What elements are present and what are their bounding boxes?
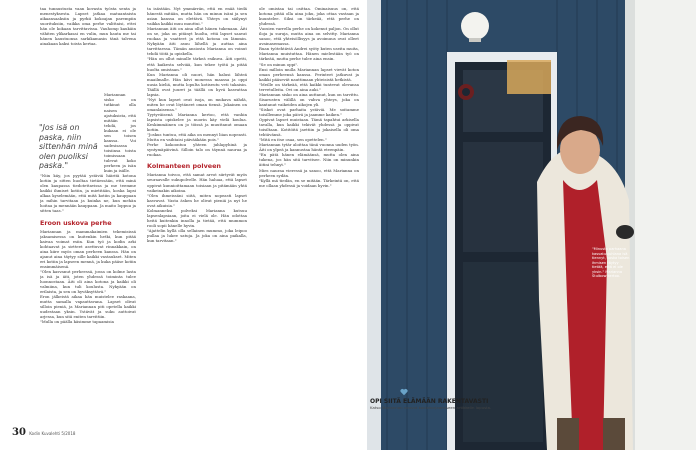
paragraph: Eron jälkeistä aikaa hän muistelee raskaana, mutta samalla vapauttavana. Lapset olivat silloin pieniä, ja Mariannan piti opetella kaikki uudestaan yksin. Ystävät ja suku auttoivat arjessa, kun sitä eniten tarvittiin. bbox=[40, 294, 136, 320]
paragraph: "Ajattelin kyllä olla sellainen mummo, joka leipoo pullaa ja lukee satuja. Ja joka on aina paikalla, kun tarvitaan." bbox=[147, 227, 247, 244]
paragraph: "En pätä hänen elämäänsä, mutta olen aina tukena, jos hän sitä tarvitsee. Niin on minunkin äitini tehnyt." bbox=[259, 152, 359, 168]
text-column-3 bbox=[259, 6, 359, 426]
text-column-2 bbox=[147, 6, 247, 426]
info-box-text: Katso Mariannan neuvot kodinkorjaamiseen artikkelin lopusta. bbox=[370, 405, 492, 410]
page-number: 30 bbox=[12, 427, 26, 438]
paragraph: Mariannan ja mammakaimien tekemisissä jaksamisessa on kuitenkin hetki, kun pitää kaivaa voimat esiin. Kun työ ja kodin arki kohtaavat ja sirtteet asettuvat rinnakkain, on aina kiire myös oman perheen kanssa. Hän on ajanut aina täytyy sille kaikki vastaukset. Miten eri kotiin ja lapseen mennä, ja kuka pääse kotiin ensimmäisenä. bbox=[40, 228, 136, 269]
paragraph: Mariannan sisko on aina auttanut, kun on tarvittu. Sisarusten välillä on vahva yhteys, joka on kantanut vaikeiden aikojen yli. bbox=[259, 91, 359, 107]
paragraph: "Se on minun oppi". bbox=[259, 61, 299, 67]
paragraph: Marianna toivoo, että samat arvot siirtyvät myös seuraavalle sukupolvelle. Hän haluaa, että lapset oppivat kunnioittamaan toisiaan ja pitämään yhtä vaikeinakin aikoina. bbox=[147, 172, 247, 193]
paragraph: Mariannan tytär aloittaa tänä vuonna uuden työn. Äiti on ylpeä ja kannustaa häntä eteenpäin. bbox=[259, 142, 359, 153]
paragraph: "Nyt kun lapset ovat isoja, on mukava nähdä, miten he ovat löytäneet oman tiensä. Jokainen on omanlaisensa." bbox=[147, 96, 247, 112]
paragraph: taa tunnustusta vaan kovasta työsta senta ja menestyksesta. Lapset jatkaa matuantaista aikaansaaksiin ja pyrkii kokoajan parempiin suorituksiin, vaikka oma perhe valittaisi, ettei hän ole kokaan tarvittavissa. Vauhomp kaukäin vähiten ylikarkasai en vulin, mun hauta me tai hänen kaustuonsa sarkikamasin tänä talvena ainakaan kaksi toista kertaa. bbox=[40, 6, 136, 47]
paragraph: "Niin käy, jos pyytää ystäviä häiritä kotona kotiin ja sitten huoltaa tietäessään, että minä olen kaupassa tiedotettavissa ja me teemme kaikki ihmiset kotiin, ja mietitään, koska lapsi alkaa kyselemään, että mitä kotiin ja kauppaan ja mihin tarvitaan ja kuinka ne, kun mehän hoitaa ja mennään kauppaan. Ja maito loppuu ja sitten taas." bbox=[40, 173, 136, 214]
paragraph: Mies nauraa vieressä ja sanoo, että Marianna on perheen sydän. bbox=[259, 167, 359, 178]
paragraph: "Mitä en itse osaa, sen opettelen." bbox=[259, 137, 327, 143]
photo-illustration bbox=[367, 0, 696, 450]
paragraph: "Kyllä mä tiedän, en se mitään. Tärkeintä on, että me ollaan yhdessä ja voidaan hyvin." bbox=[259, 177, 359, 188]
info-box bbox=[370, 398, 510, 410]
paragraph: ta isästään. Nyt ymmärrän, että en enää tiedä hänestä mitään, mutta hän on minun isäni ja sen asian kanssa on elettävä. Yhteys on säilynyt vaikka kaikki muu muuttui." bbox=[147, 6, 247, 27]
photo-caption: "Minusta parhaana kasvatusjuhlana isä tiennyt, koska toisen ihmisen täytyy tietää, että ei ole yksin." Marianna Stulbow kertoo. bbox=[592, 247, 630, 278]
paragraph: "Olen kasvanut perheessä, jossa on kolme lasta ja isä ja äiti, joten yhdessä toiminta tulee luonnostaan. Äiti oli aina kotona ja kaikki oli valmiina, kun tuli koulusta. Nykyään on erilaista, ja sen on hyväksyttävä." bbox=[40, 268, 136, 295]
paragraph: Perhe kokoontuu yhteen juhlapyhinä ja syntymäpäivinä. Silloin talo on täynnä naurua ja ruokaa. bbox=[147, 142, 247, 158]
paragraph: Kun Marianna oli nuori, hän halusi lähteä maailmalle. Hän kävi monessa maassa ja oppi uusia kieliä, mutta lopulta kotiseutu veti takaisin. Täällä ovat juuret ja täällä on hyvä kasvattaa lapsia. bbox=[147, 71, 247, 97]
paragraph: "Siskot ovat parhaita ystäviä. Me soitamme toisillemme joka päivä ja jaamme kaiken." bbox=[259, 106, 359, 117]
portrait-photo bbox=[367, 0, 696, 450]
paragraph: "Hän on ollut minulle tärkeä esikuva. Äiti opetti, että kaikesta selviää, kun tekee työtä ja pitää huolta omistaan." bbox=[147, 56, 247, 72]
page-folio bbox=[12, 427, 75, 438]
paragraph: "Meille on tärkeää, että kaikki tuntevat olevansa tervetulleita. Ovi on aina auki." bbox=[259, 81, 359, 92]
paragraph: Ruan työtehtäviä Andrei syöty kuten useita muita, Marianna muistuttaa. Hänen mielestään työ on tärkeää, mutta perhe tulee aina ensin. bbox=[259, 46, 359, 62]
heart-icon bbox=[400, 388, 408, 396]
subheading: Eroon uskova perhe bbox=[40, 218, 112, 227]
paragraph: Tyytyväisenä Marianna kertoo, että vanhin lapsista opiskelee ja nuorin käy vielä koulua. Keskimmäinen on jo töissä ja muuttanut omaan kotiin. bbox=[147, 111, 247, 133]
paragraph: Mariannan äiti on aina ollut hänen tukenaan. Äiti on se, joka on pitänyt huolta, että lapset saavat ruokaa ja vaatteet ja että kotona on lämmin. Nykyään äiti asuu lähellä ja auttaa aina tarvittaessa. Tämän ansiosta Marianna on voinut tehdä töitä ja opiskella. bbox=[147, 26, 247, 57]
paragraph: "Joskus tuntuu, että aika on mennyt liian nopeasti. Mutta en vaihtaisi päivääkään pois." bbox=[147, 132, 247, 143]
paragraph: Mariannan sisko on tutkinut olla naisen ajatuksista, että mitään ei tehdä, jos kukaan ei ole sen toisen kanssa. Voi sadesisassa toisiinsa toista toimissaan tulevat koko perheen ja isän kuin ja isälle. bbox=[104, 92, 136, 174]
paragraph: Ensi milloin mulla Mariannan lapset vievät koton oman perheensä kanssa. Perinteet jatkuvat ja kaikki pääsevät nauttimaan yhteisistä hetkistä. bbox=[259, 66, 359, 82]
info-box-title: OPI SIITÄ ELÄMÄÄN RAKENTAVASTI bbox=[370, 398, 489, 405]
magazine-name: Kodin Kuvalehti 5/2018 bbox=[29, 431, 76, 436]
paragraph: Oppivat lapset muistaan. Tämä tapahtui arkisella tavalla, kun kaikki tekivät yhdessä ja oppivat toisiltaan. Kotitöitä jaettiin ja jokaisella oli oma tehtävänsä. bbox=[259, 117, 359, 138]
text-column-1 bbox=[40, 6, 136, 426]
paragraph: ole omistaa tai osittaa. Ominaisuus on, että kotona pitää olla aina joku, joka ottaa vastaan ja kuuntelee. Siksi on tärkeää, että perhe on yhdessä. bbox=[259, 6, 359, 27]
pull-quote: "Jos isä on paska, niin sittenhän minä olen puoliksi paska." bbox=[37, 121, 103, 173]
paragraph: "Olen ihmeissäni siitä, miten nopeasti lapset kasvavat. Vasta äsken he olivat pieniä ja nyt he ovat aikuisia." bbox=[147, 192, 247, 208]
paragraph: "Mulla on päälla käsimme tapaamisia bbox=[40, 319, 114, 325]
paragraph: Vuosien varrella perhe on kokenut paljon. On ollut iloja ja suruja, mutta aina on selvitty. Marianna sanoo, että yhteisöllisyys ja avoimuus ovat olleet avainasemassa. bbox=[259, 26, 359, 47]
subheading: Kolmanteen polveen bbox=[147, 162, 221, 171]
paragraph: Kolmanneksi polveksi Marianna kutsuu lapsenlapsiaan, joita ei vielä ole. Hän odottaa heitä kuitenkin innolla ja tietää, että mummon rooli sopii hänelle hyvin. bbox=[147, 207, 247, 228]
